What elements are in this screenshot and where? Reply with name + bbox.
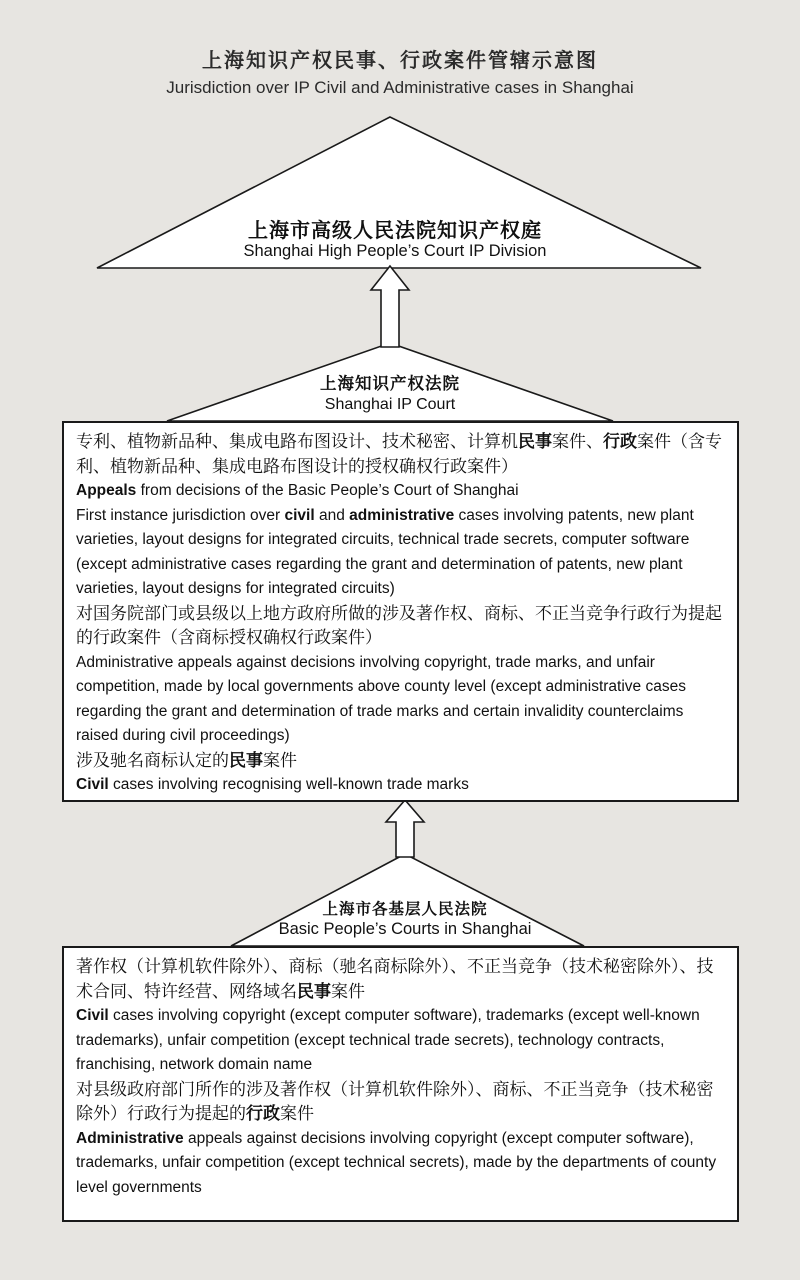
basic-courts-jurisdiction-box — [62, 946, 739, 1222]
ip-court-label-en: Shanghai IP Court — [324, 396, 456, 413]
box-paragraph: 对国务院部门或县级以上地方政府所做的涉及著作权、商标、不正当竞争行政行为提起的行政案件（含商标授权确权行政案件） — [76, 603, 722, 647]
box-paragraph: Civil cases involving recognising well-known trade marks — [76, 776, 469, 793]
ip-court-label-zh: 上海知识产权法院 — [320, 375, 460, 393]
box-paragraph: 对县级政府部门所作的涉及著作权（计算机软件除外）、商标、不正当竞争（技术秘密除外）行政行为提起的行政案件 — [76, 1079, 714, 1123]
up-arrow-icon-2 — [386, 800, 424, 857]
box-paragraph: Administrative appeals against decisions involving copyright, trade marks, and unfair competition, made by local governments above county level (except administrative cases regarding the grant and determination of trade marks and certain invalidity counterclaims raised during civil proceedings) — [76, 653, 686, 744]
ip-court-jurisdiction-box — [62, 421, 739, 802]
box-paragraph: First instance jurisdiction over civil and administrative cases involving patents, new plant varieties, layout designs for integrated circuits, technical trade secrets, computer software (except administrative cases regarding the grant and determination of patents, new plant varieties, layout designs for integrated circuits) — [76, 506, 694, 597]
box-paragraph: Administrative appeals against decisions involving copyright (except computer software), trademarks, unfair competition (except technical secrets), made by the departments of county level governments — [76, 1129, 717, 1196]
high-court-label-en: Shanghai High People’s Court IP Division — [243, 242, 547, 260]
up-arrow-icon-1 — [371, 266, 409, 347]
page-title-zh: 上海知识产权民事、行政案件管辖示意图 — [202, 50, 598, 72]
high-court-label-zh: 上海市高级人民法院知识产权庭 — [248, 220, 542, 242]
box-paragraph: 专利、植物新品种、集成电路布图设计、技术秘密、计算机民事案件、行政案件（含专利、植物新品种、集成电路布图设计的授权确权行政案件） — [76, 432, 722, 476]
box-paragraph: 涉及驰名商标认定的民事案件 — [76, 750, 297, 770]
box-paragraph: Civil cases involving copyright (except computer software), trademarks (except well-known trademarks), unfair competition (except technical trade secrets), technology contracts, franchising, network domain name — [76, 1007, 700, 1073]
box-paragraph: Appeals from decisions of the Basic People’s Court of Shanghai — [76, 482, 519, 499]
box-paragraph: 著作权（计算机软件除外）、商标（驰名商标除外）、不正当竞争（技术秘密除外）、技术合同、特许经营、网络域名民事案件 — [76, 957, 714, 1001]
basic-courts-label-zh: 上海市各基层人民法院 — [322, 901, 488, 918]
page-title-en: Jurisdiction over IP Civil and Administrative cases in Shanghai — [166, 78, 634, 97]
basic-courts-label-en: Basic People’s Courts in Shanghai — [278, 920, 532, 938]
